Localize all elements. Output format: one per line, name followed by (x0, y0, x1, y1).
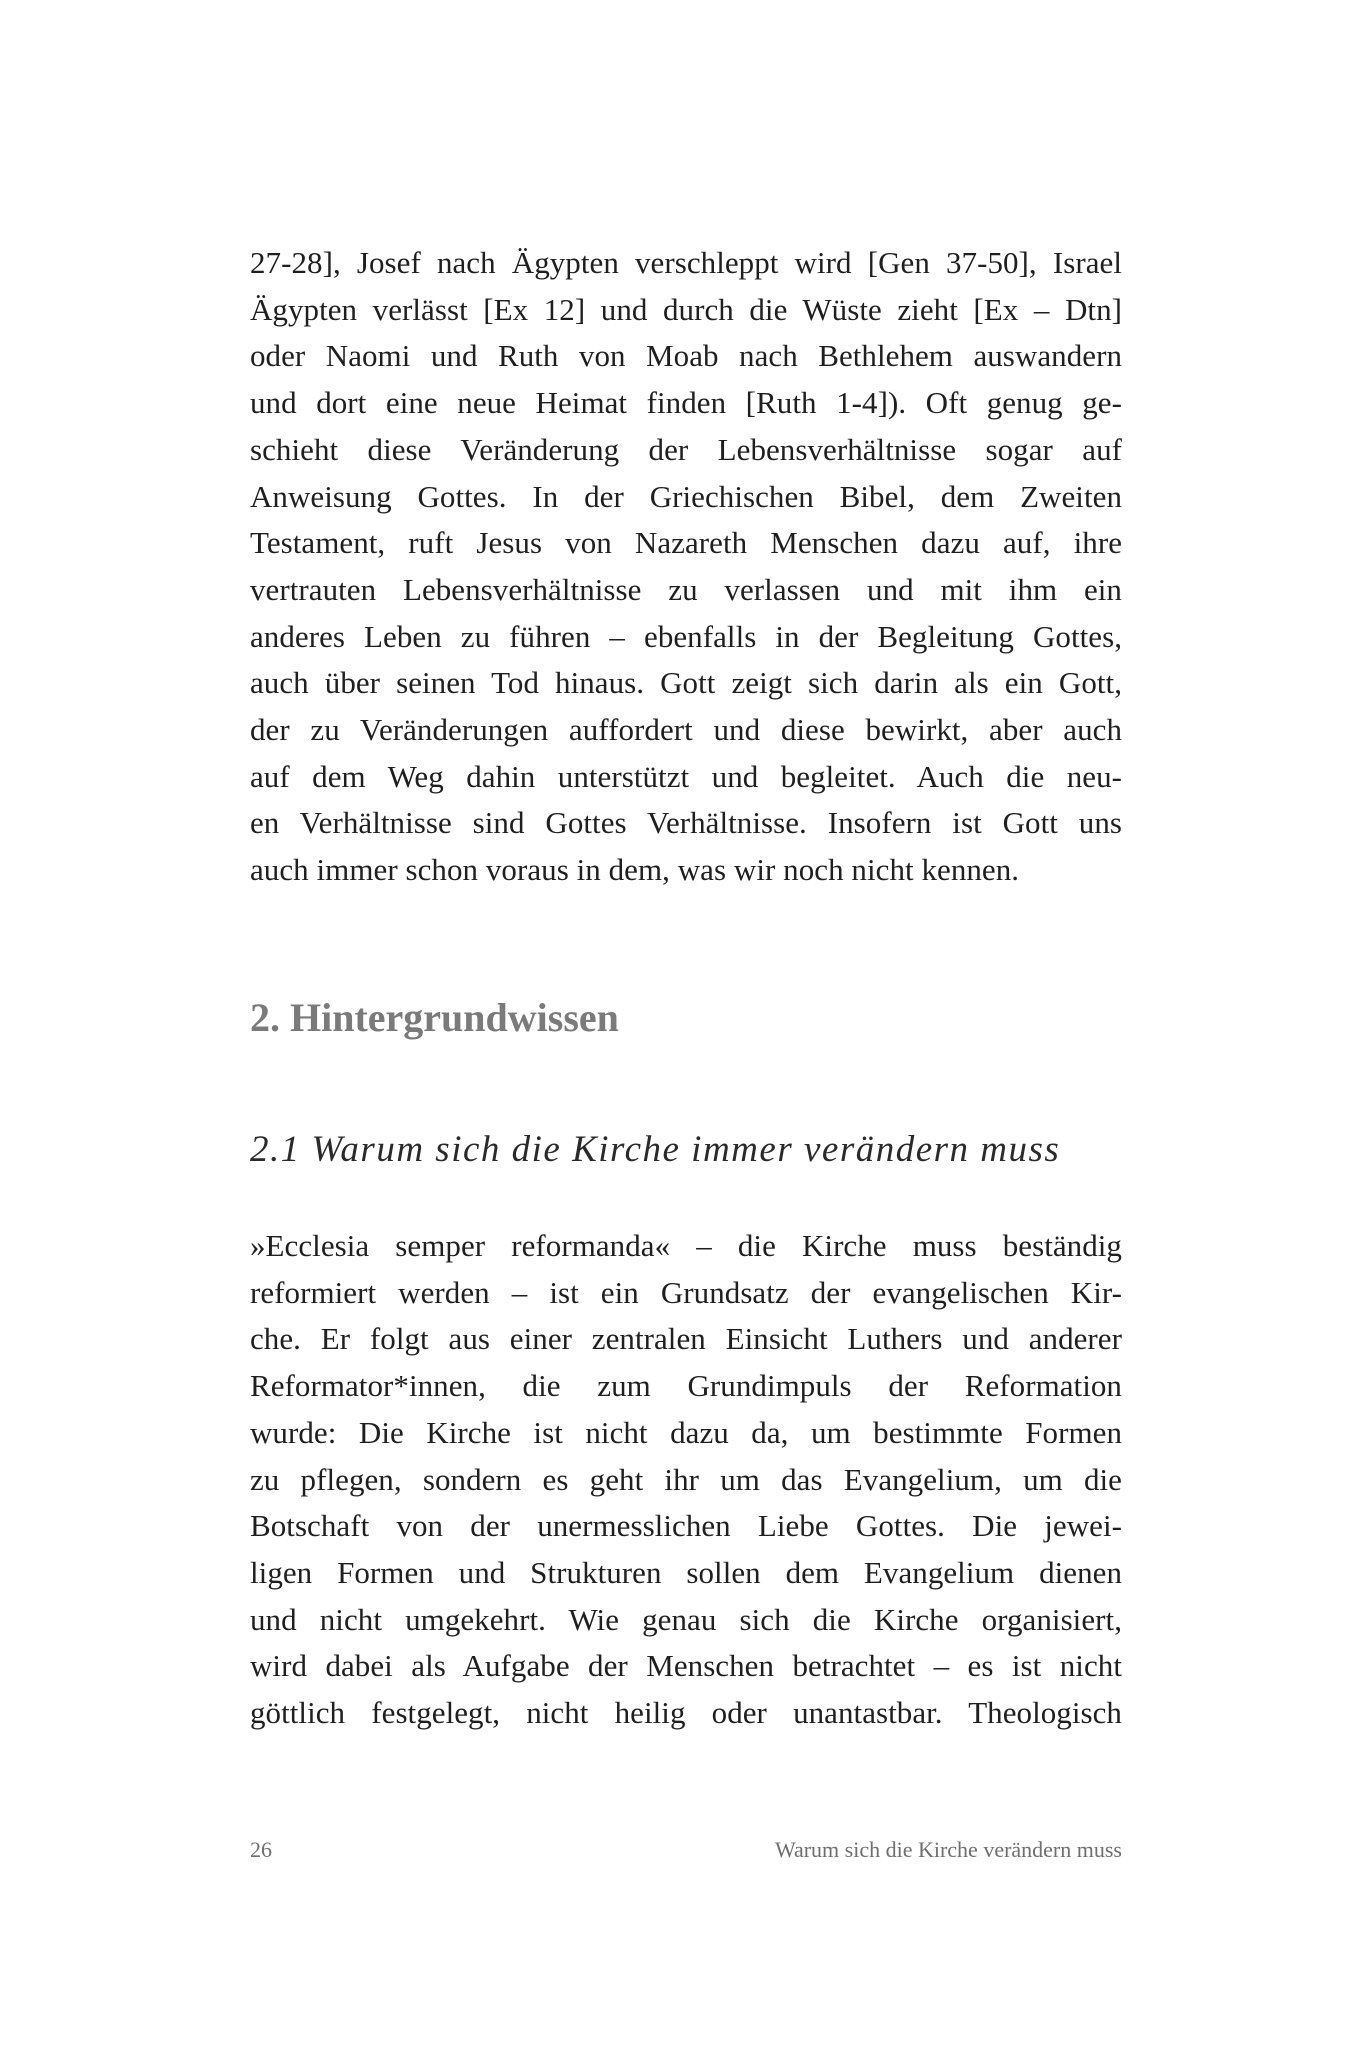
text-line: wurde: Die Kirche ist nicht dazu da, um bestimmte Formen (250, 1414, 1122, 1450)
text-line: reformiert werden – ist ein Grundsatz der evangelischen Kir- (250, 1274, 1122, 1310)
text-line: Reformator*innen, die zum Grundimpuls der Reformation (250, 1368, 1122, 1404)
text-line: und dort eine neue Heimat finden [Ruth 1-4]). Oft genug ge- (250, 385, 1122, 421)
text-line: göttlich festgelegt, nicht heilig oder unantastbar. Theologisch (250, 1695, 1122, 1731)
text-line: 27-28], Josef nach Ägypten verschleppt wird [Gen 37-50], Israel (250, 245, 1122, 280)
paragraph-continued (250, 240, 1122, 894)
text-line: oder Naomi und Ruth von Moab nach Bethlehem auswandern (250, 338, 1122, 374)
text-line: Anweisung Gottes. In der Griechischen Bibel, dem Zweiten (250, 478, 1122, 514)
text-line: en Verhältnisse sind Gottes Verhältnisse. Insofern ist Gott uns (250, 805, 1122, 841)
subsection-heading: 2.1 Warum sich die Kirche immer verändern muss (250, 1129, 1061, 1170)
text-line: anderes Leben zu führen – ebenfalls in der Begleitung Gottes, (250, 618, 1122, 654)
book-page (250, 0, 1122, 2050)
text-line: Testament, ruft Jesus von Nazareth Menschen dazu auf, ihre (250, 525, 1122, 561)
page-number: 26 (250, 1837, 272, 1862)
text-line: ligen Formen und Strukturen sollen dem Evangelium dienen (250, 1554, 1122, 1590)
section-heading: 2. Hintergrundwissen (250, 995, 619, 1040)
text-line: che. Er folgt aus einer zentralen Einsicht Luthers und anderer (250, 1321, 1122, 1357)
text-line: der zu Veränderungen auffordert und diese bewirkt, aber auch (250, 712, 1122, 748)
text-line: auf dem Weg dahin unterstützt und begleitet. Auch die neu- (250, 758, 1122, 794)
text-line: auch über seinen Tod hinaus. Gott zeigt sich darin als ein Gott, (250, 665, 1122, 701)
text-line: zu pflegen, sondern es geht ihr um das Evangelium, um die (250, 1461, 1122, 1497)
text-line: wird dabei als Aufgabe der Menschen betrachtet – es ist nicht (250, 1648, 1122, 1684)
text-line: Ägypten verlässt [Ex 12] und durch die Wüste zieht [Ex – Dtn] (250, 291, 1122, 327)
running-title: Warum sich die Kirche verändern muss (774, 1837, 1122, 1862)
text-line: »Ecclesia semper reformanda« – die Kirche muss beständig (250, 1228, 1122, 1263)
paragraph-body (250, 1223, 1122, 1737)
text-line: auch immer schon voraus in dem, was wir noch nicht kennen. (250, 852, 1020, 888)
text-line: Botschaft von der unermesslichen Liebe Gottes. Die jewei- (250, 1508, 1122, 1544)
text-line: und nicht umgekehrt. Wie genau sich die Kirche organisiert, (250, 1601, 1122, 1637)
text-line: vertrauten Lebensverhältnisse zu verlassen und mit ihm ein (250, 571, 1122, 607)
text-line: schieht diese Veränderung der Lebensverhältnisse sogar auf (250, 431, 1122, 467)
